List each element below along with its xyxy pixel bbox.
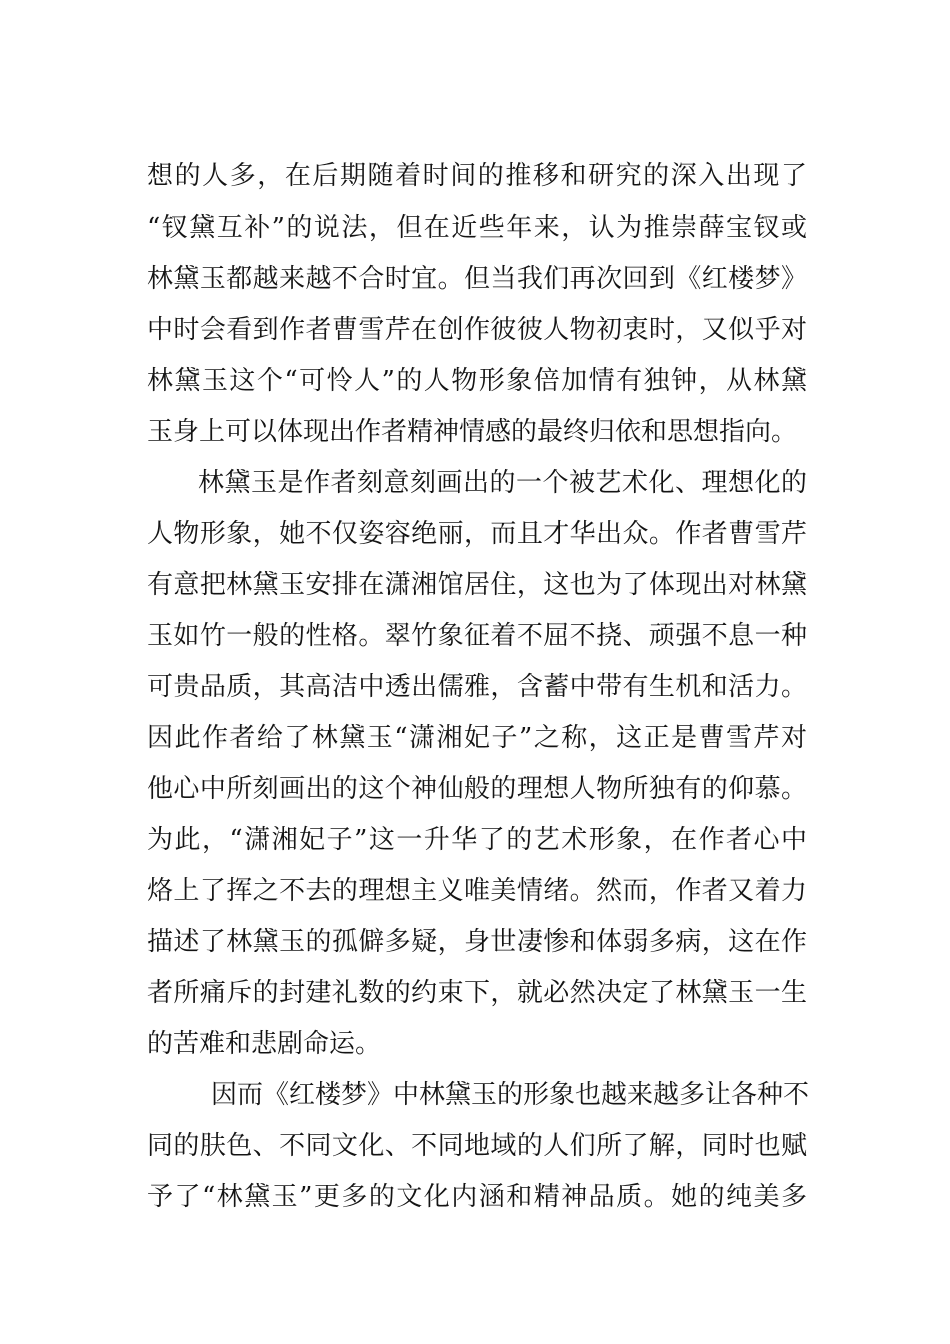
text-line: 可贵品质，其高洁中透出儒雅，含蓄中带有生机和活力。 [147,672,807,702]
text-line: 玉如竹一般的性格。翠竹象征着不屈不挠、顽强不息一种 [147,621,807,651]
text-line-first: 因而《红楼梦》中林黛玉的形象也越来越多让各种不 [211,1080,810,1110]
text-line: 林黛玉这个“可怜人”的人物形象倍加情有独钟，从林黛 [147,366,807,396]
text-line: 玉身上可以体现出作者精神情感的最终归依和思想指向。 [147,417,798,447]
text-line: 因此作者给了林黛玉“潇湘妃子”之称，这正是曹雪芹对 [147,723,807,753]
text-line: 有意把林黛玉安排在潇湘馆居住，这也为了体现出对林黛 [147,570,807,600]
text-line: 林黛玉都越来越不合时宜。但当我们再次回到《红楼梦》 [147,264,807,294]
text-line: 人物形象，她不仅姿容绝丽，而且才华出众。作者曹雪芹 [147,519,807,549]
text-line: 想的人多，在后期随着时间的推移和研究的深入出现了 [147,161,807,191]
text-line-first: 林黛玉是作者刻意刻画出的一个被艺术化、理想化的 [198,468,807,498]
text-line: 同的肤色、不同文化、不同地域的人们所了解，同时也赋 [147,1131,807,1161]
text-line: “钗黛互补”的说法，但在近些年来，认为推崇薛宝钗或 [147,213,807,243]
text-line: 中时会看到作者曹雪芹在创作彼彼人物初衷时，又似乎对 [147,315,807,345]
text-line: 烙上了挥之不去的理想主义唯美情绪。然而，作者又着力 [147,876,807,906]
text-line: 者所痛斥的封建礼数的约束下，就必然决定了林黛玉一生 [147,978,807,1008]
text-line: 予了“林黛玉”更多的文化内涵和精神品质。她的纯美多 [147,1182,807,1212]
text-line: 他心中所刻画出的这个神仙般的理想人物所独有的仰慕。 [147,774,807,804]
text-line: 为此，“潇湘妃子”这一升华了的艺术形象，在作者心中 [147,825,807,855]
text-line: 描述了林黛玉的孤僻多疑，身世凄惨和体弱多病，这在作 [147,927,807,957]
text-line: 的苦难和悲剧命运。 [147,1029,382,1059]
